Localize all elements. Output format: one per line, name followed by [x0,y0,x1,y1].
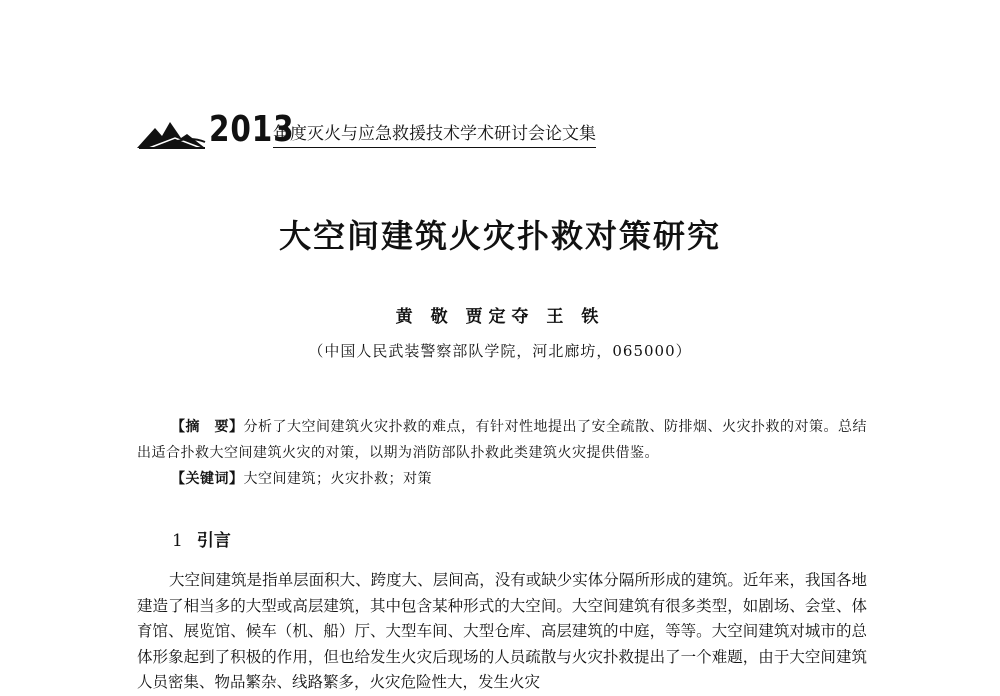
keywords-label: 【关键词】 [171,471,244,487]
paper-authors: 黄 敬 贾定夺 王 铁 [395,307,605,327]
section-number: 1 [172,531,183,551]
section-title: 引言 [196,531,231,551]
keywords-paragraph [137,466,867,492]
keywords-text: 大空间建筑；火灾扑救；对策 [243,471,432,487]
abstract-paragraph [137,414,867,466]
section-heading [172,528,231,554]
body-paragraph: 大空间建筑是指单层面积大、跨度大、层间高，没有或缺少实体分隔所形成的建筑。近年来，我国各地建造了相当多的大型或高层建筑，其中包含某种形式的大空间。大空间建筑有很多类型，如剧场、会堂、体育馆、展览馆、候车（机、船）厅、大型车间、大型仓库、高层建筑的中庭，等等。大空间建筑对城市的总体形象起到了积极的作用，但也给发生火灾后现场的人员疏散与火灾扑救提出了一个难题，由于大空间建筑人员密集、物品繁杂、线路繁多，火灾危险性大，发生火灾 [137,571,867,691]
body-text [137,568,867,696]
conference-logo-icon [135,114,207,150]
author-affiliation: （中国人民武装警察部队学院，河北廊坊，065000） [308,342,692,360]
abstract-label: 【摘 要】 [171,419,244,435]
abstract-block [137,414,867,492]
proceedings-year: 2013 [209,109,295,150]
proceedings-series-title: 年度灭火与应急救援技术学术研讨会论文集 [273,122,596,148]
abstract-text: 分析了大空间建筑火灾扑救的难点，有针对性地提出了安全疏散、防排烟、火灾扑救的对策。总结出适合扑救大空间建筑火灾的对策，以期为消防部队扑救此类建筑火灾提供借鉴。 [137,419,867,461]
proceedings-header [135,108,615,152]
paper-title: 大空间建筑火灾扑救对策研究 [278,217,721,255]
